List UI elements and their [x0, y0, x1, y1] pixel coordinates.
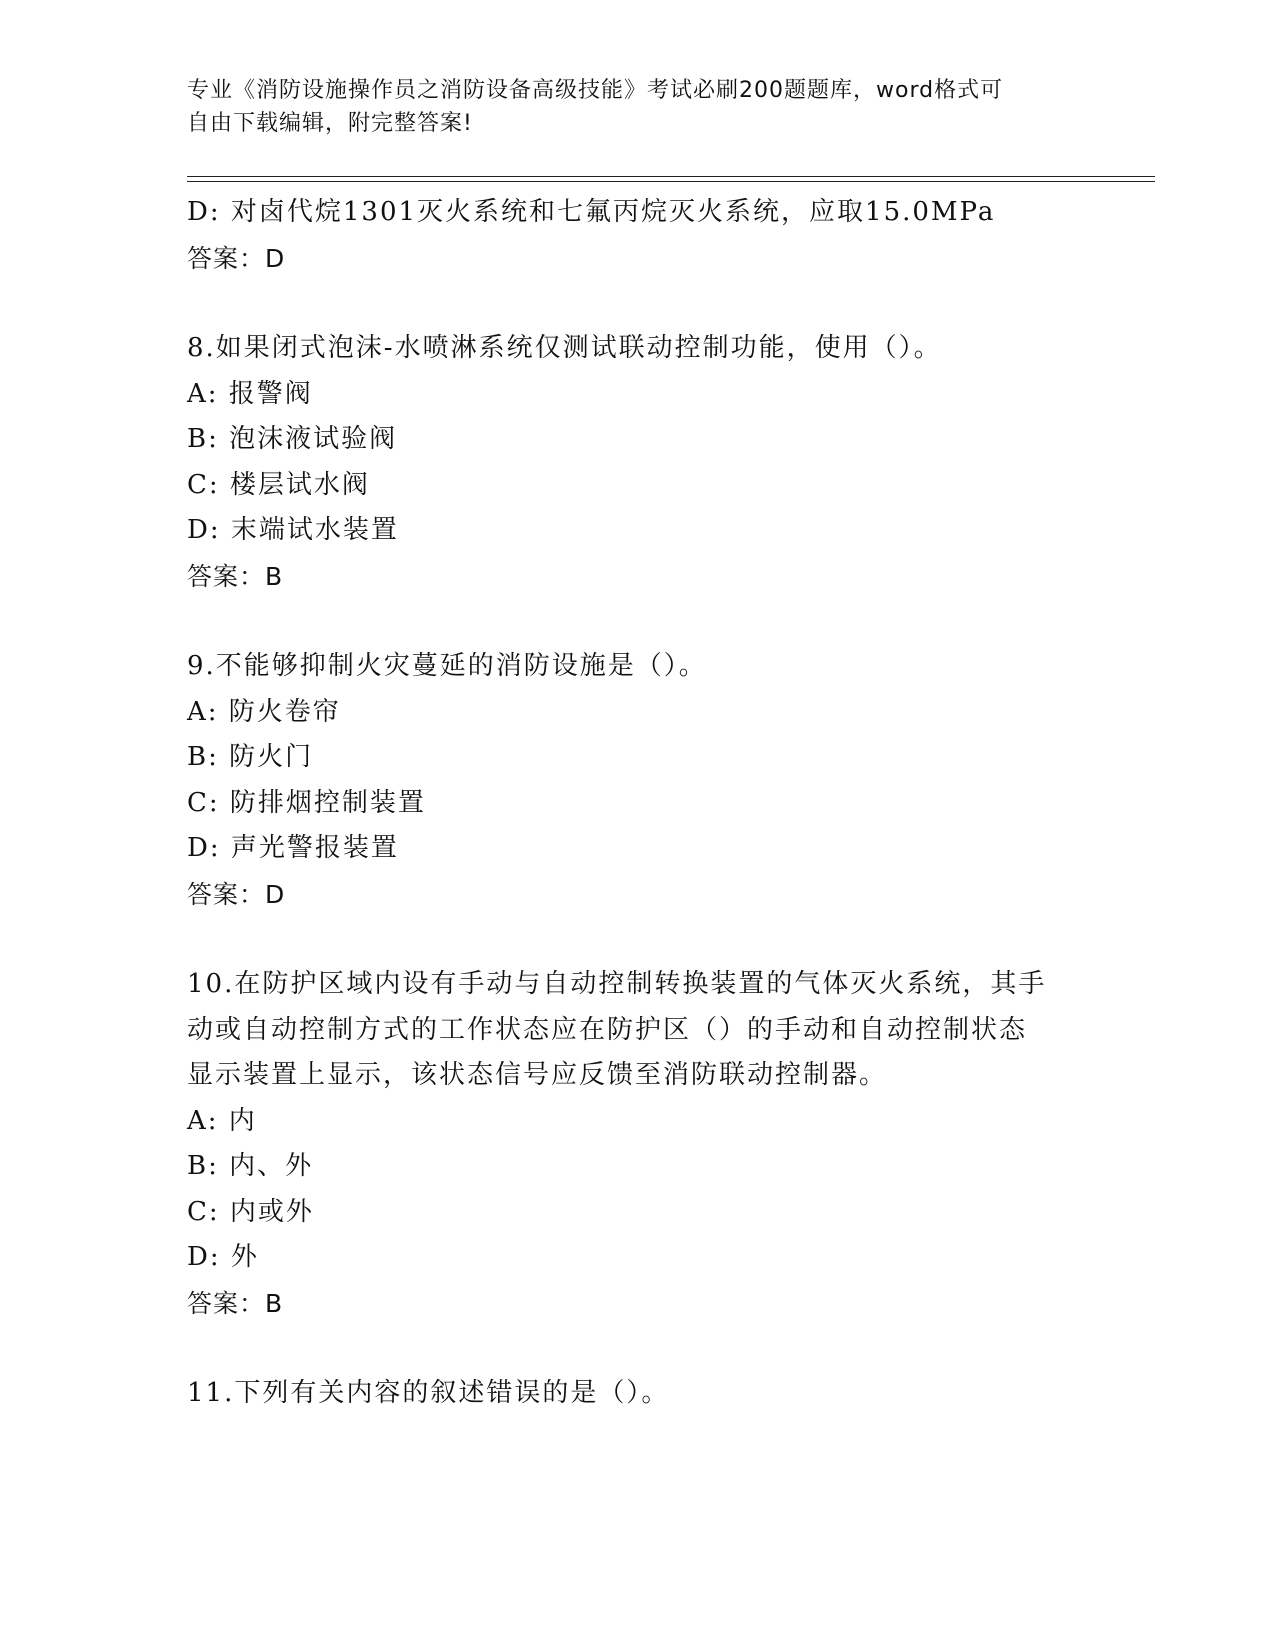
question-stem-line-3: 显示装置上显示，该状态信号应反馈至消防联动控制器。 [187, 1060, 888, 1090]
option-c: C: 楼层试水阀 [187, 469, 370, 500]
question-stem-line-2: 动或自动控制方式的工作状态应在防护区（）的手动和自动控制状态 [187, 1014, 1028, 1045]
question-11 [187, 1371, 1087, 1417]
header-line-2: 自由下载编辑，附完整答案! [187, 111, 473, 136]
question-stem: 8.如果闭式泡沫-水喷淋系统仅测试联动控制功能，使用（）。 [187, 333, 942, 363]
option-d-continued: D: 对卤代烷1301灭火系统和七氟丙烷灭火系统，应取15.0MPa [187, 197, 996, 227]
option-b: B: 防火门 [187, 742, 314, 772]
question-8 [187, 326, 1087, 599]
spacer [187, 281, 1087, 326]
answer-continued: 答案：D [187, 243, 286, 273]
option-c: C: 内或外 [187, 1196, 314, 1227]
option-b: B: 泡沫液试验阀 [187, 424, 398, 454]
question-list [187, 190, 1087, 1417]
question-9 [187, 644, 1087, 917]
question-stem: 11.下列有关内容的叙述错误的是（）。 [187, 1378, 670, 1408]
header-line-1: 专业《消防设施操作员之消防设备高级技能》考试必刷200题题库，word格式可 [187, 78, 1004, 103]
answer: 答案：B [187, 561, 284, 591]
answer: 答案：D [187, 879, 286, 909]
option-d: D: 末端试水装置 [187, 515, 399, 545]
option-d: D: 声光警报装置 [187, 833, 399, 863]
option-b: B: 内、外 [187, 1151, 314, 1181]
option-a: A: 内 [187, 1105, 257, 1136]
option-c: C: 防排烟控制装置 [187, 787, 426, 818]
option-a: A: 报警阀 [187, 378, 313, 409]
header-divider-top [187, 176, 1155, 177]
spacer [187, 917, 1087, 962]
header-divider-bottom [187, 181, 1155, 182]
question-stem-line-1: 10.在防护区域内设有手动与自动控制转换装置的气体灭火系统，其手 [187, 969, 1047, 999]
option-d: D: 外 [187, 1242, 259, 1272]
answer: 答案：B [187, 1288, 284, 1318]
question-10 [187, 962, 1087, 1326]
spacer [187, 1326, 1087, 1371]
option-a: A: 防火卷帘 [187, 696, 341, 727]
spacer [187, 599, 1087, 644]
document-header [187, 74, 1067, 140]
question-stem: 9.不能够抑制火灾蔓延的消防设施是（）。 [187, 651, 707, 681]
